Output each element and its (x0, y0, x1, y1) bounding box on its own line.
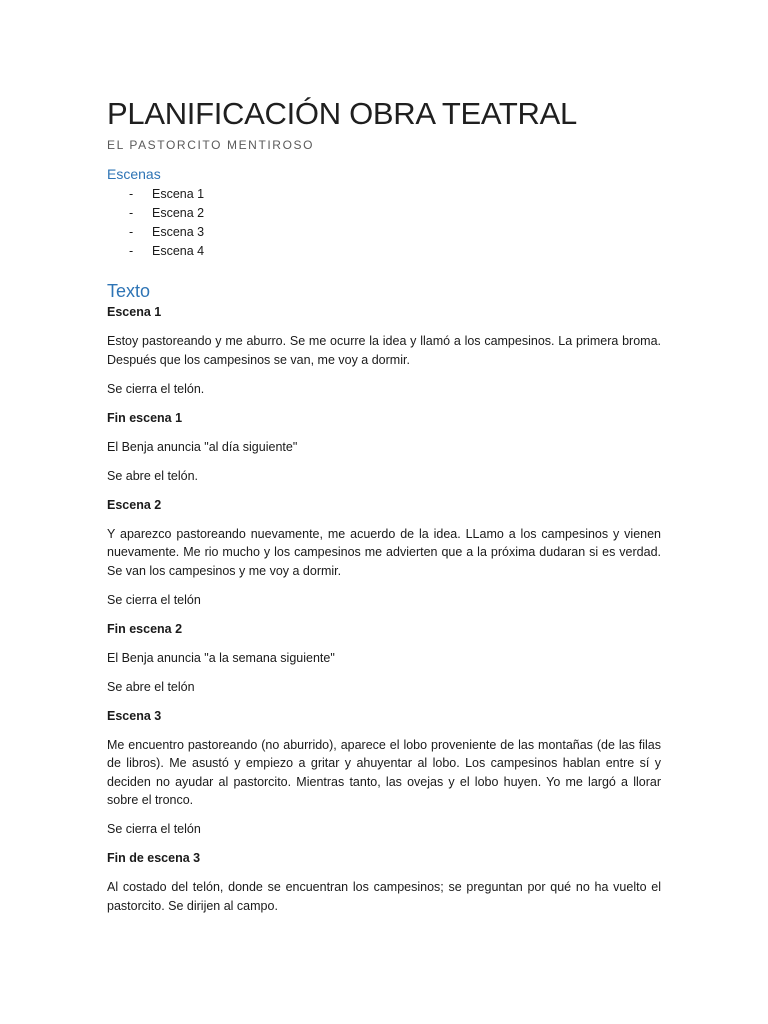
scene-list-item (107, 204, 661, 223)
paragraph: Y aparezco pastoreando nuevamente, me acuerdo de la idea. LLamo a los campesinos y vienen nuevamente. Me rio mucho y los campesinos me advierten que a la próxima dudaran si es verdad. Se van los campesinos y me voy a dormir. (107, 526, 661, 578)
paragraph: Se abre el telón. (107, 468, 199, 483)
scene-heading: Escena 3 (107, 708, 162, 723)
scene-list-label: Escena 3 (152, 225, 205, 239)
document-page (107, 92, 661, 915)
paragraph: Se cierra el telón (107, 822, 201, 836)
scene-heading: Fin de escena 3 (107, 851, 201, 865)
scene-list-label: Escena 2 (152, 206, 205, 220)
scene-heading: Escena 1 (107, 305, 162, 319)
scenes-heading: Escenas (107, 166, 161, 182)
list-dash: - (129, 206, 134, 220)
paragraph: Me encuentro pastoreando (no aburrido), aparece el lobo proveniente de las montañas (de las filas de libros). Me asustó y empiezo a gritar y ahuyentar al lobo. Los campesinos hablan entre sí y deciden no ayudar al pastorcito. Mientras tanto, las ovejas y el lobo huyen. Yo me largó a llorar sobre el tronco. (107, 737, 661, 807)
script-body (107, 303, 661, 915)
paragraph: Se cierra el telón. (107, 381, 205, 396)
paragraph: Estoy pastoreando y me aburro. Se me ocurre la idea y llamó a los campesinos. La primera broma. Después que los campesinos se van, me voy a dormir. (107, 334, 661, 367)
document-subtitle: EL PASTORCITO MENTIROSO (107, 138, 315, 152)
text-heading: Texto (107, 281, 151, 301)
scene-list-item (107, 223, 661, 242)
scene-list-label: Escena 4 (152, 244, 205, 258)
list-dash: - (129, 187, 134, 201)
scene-list-item (107, 185, 661, 204)
scene-list-item (107, 242, 661, 261)
list-dash: - (129, 225, 134, 239)
paragraph: El Benja anuncia "a la semana siguiente" (107, 650, 335, 665)
scene-heading: Fin escena 2 (107, 621, 183, 636)
paragraph: Se abre el telón (107, 679, 195, 694)
scene-list-label: Escena 1 (152, 187, 205, 201)
paragraph: Al costado del telón, donde se encuentran los campesinos; se preguntan por qué no ha vuelto el pastorcito. Se dirijen al campo. (107, 880, 661, 913)
paragraph: El Benja anuncia "al día siguiente" (107, 439, 298, 454)
scene-heading: Escena 2 (107, 497, 162, 512)
list-dash: - (129, 244, 134, 258)
paragraph: Se cierra el telón (107, 592, 201, 607)
document-title: PLANIFICACIÓN OBRA TEATRAL (107, 96, 577, 131)
scene-list (107, 185, 661, 261)
scene-heading: Fin escena 1 (107, 410, 183, 425)
